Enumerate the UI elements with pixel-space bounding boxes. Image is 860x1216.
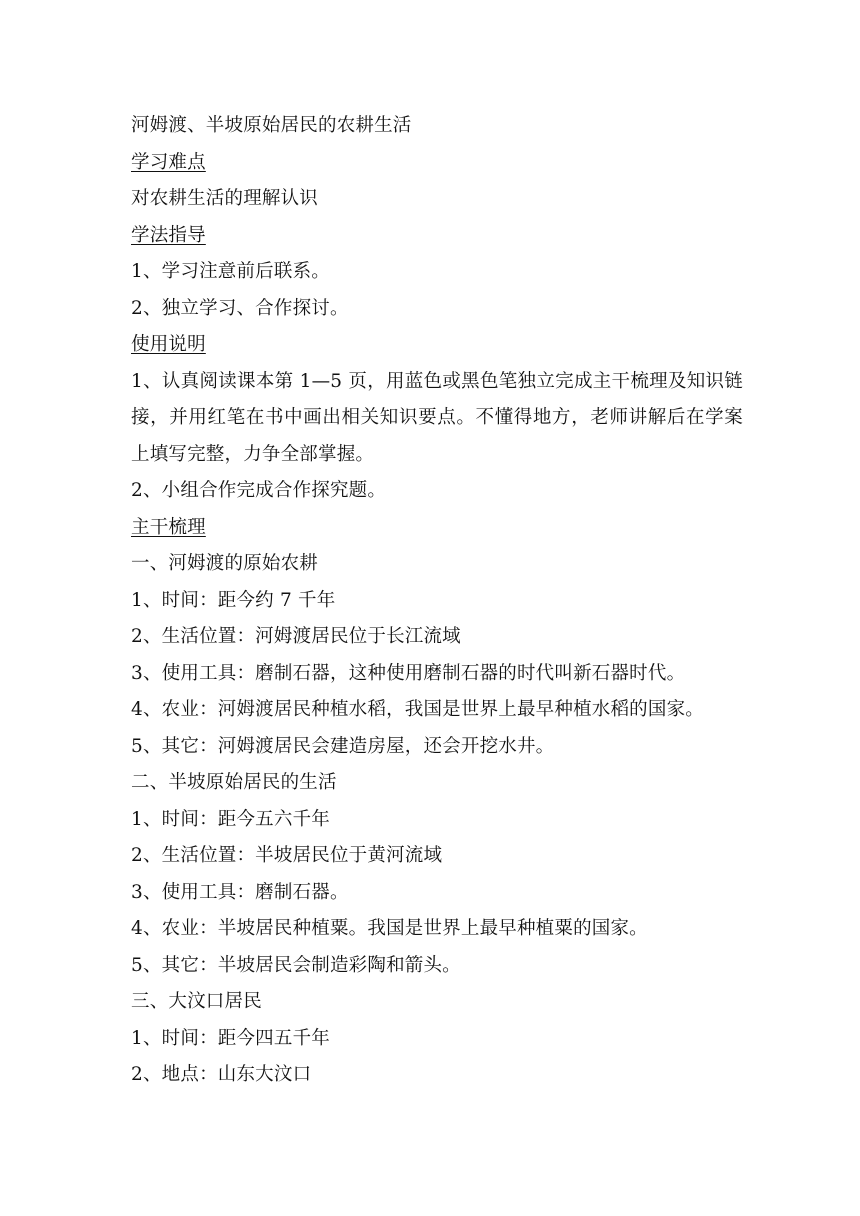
section-item: 5、其它：河姆渡居民会建造房屋，还会开挖水井。 — [131, 735, 555, 757]
section-title: 二、半坡原始居民的生活 — [131, 772, 337, 793]
section-item: 1、时间：距今四五千年 — [131, 1027, 330, 1049]
method-item: 2、独立学习、合作探讨。 — [131, 297, 349, 319]
method-heading: 学法指导 — [131, 224, 206, 246]
usage-item: 1、认真阅读课本第 1—5 页，用蓝色或黑色笔独立完成主干梳理及知识链接，并用红笔在书中画出相关知识要点。不懂得地方，老师讲解后在学案上填写完整，力争全部掌握。 — [131, 370, 743, 465]
section-item: 4、农业：半坡居民种植粟。我国是世界上最早种植粟的国家。 — [131, 918, 648, 939]
section-title: 三、大汶口居民 — [131, 991, 262, 1012]
difficulty-text: 对农耕生活的理解认识 — [131, 188, 319, 209]
section-item: 2、生活位置：河姆渡居民位于长江流域 — [131, 626, 461, 647]
usage-item: 2、小组合作完成合作探究题。 — [131, 480, 387, 501]
document-body — [131, 108, 751, 1094]
outline-heading: 主干梳理 — [131, 516, 206, 538]
section-item: 5、其它：半坡居民会制造彩陶和箭头。 — [131, 954, 461, 976]
section-item: 1、时间：距今五六千年 — [131, 808, 330, 830]
section-item: 4、农业：河姆渡居民种植水稻，我国是世界上最早种植水稻的国家。 — [131, 699, 704, 720]
intro-line: 河姆渡、半坡原始居民的农耕生活 — [131, 115, 412, 136]
section-item: 2、生活位置：半坡居民位于黄河流域 — [131, 845, 443, 866]
section-item: 3、使用工具：磨制石器。 — [131, 881, 349, 903]
method-item: 1、学习注意前后联系。 — [131, 261, 330, 282]
section-item: 1、时间：距今约 7 千年 — [131, 589, 336, 611]
difficulty-heading: 学习难点 — [131, 151, 206, 173]
section-item: 3、使用工具：磨制石器，这种使用磨制石器的时代叫新石器时代。 — [131, 662, 686, 684]
section-title: 一、河姆渡的原始农耕 — [131, 553, 319, 574]
usage-heading: 使用说明 — [131, 334, 206, 355]
section-item: 2、地点：山东大汶口 — [131, 1064, 312, 1085]
